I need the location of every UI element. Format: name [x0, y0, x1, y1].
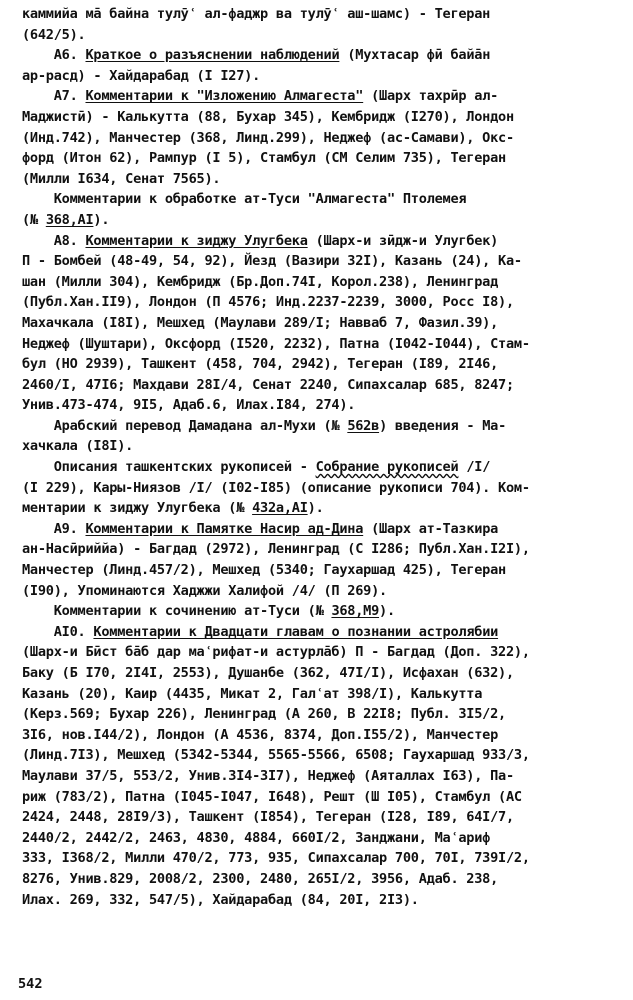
text-line: [22, 148, 619, 169]
text-line: [22, 128, 619, 149]
text-segment: форд (Итон 62), Рампур (I 5), Стамбул (СМ Селим 735), Тегеран: [22, 150, 506, 167]
underlined-title: Краткое о разъяснении наблюдений: [85, 47, 340, 64]
text-segment: ) введения - Ма-: [379, 417, 507, 434]
text-line: [22, 272, 619, 293]
underlined-title: 562в: [347, 417, 380, 434]
text-segment: 8276, Унив.829, 2008/2, 2300, 2480, 265I/2, 3956, Адаб. 238,: [22, 870, 499, 887]
text-line: [22, 725, 619, 746]
text-line: [22, 86, 619, 107]
text-segment: /I/: [458, 459, 491, 476]
text-line: [22, 210, 619, 231]
text-segment: (Керз.569; Бухар 226), Ленинград (А 260, В 22I8; Публ. 3I5/2,: [22, 706, 506, 723]
text-segment: (642/5).: [22, 26, 86, 43]
text-line: [22, 539, 619, 560]
text-line: [22, 354, 619, 375]
text-segment: (I 229), Кары-Ниязов /I/ (I02-I85) (описание рукописи 704). Ком-: [22, 479, 530, 496]
text-segment: 333, I368/2, Милли 470/2, 773, 935, Сипахсалар 700, 70I, 739I/2,: [22, 850, 530, 867]
text-segment: ).: [307, 500, 324, 517]
text-segment: Арабский перевод Дамадана ал-Мухи (№: [22, 417, 348, 434]
text-segment: шан (Милли 304), Кембридж (Бр.Доп.74I, Корол.238), Ленинград: [22, 273, 499, 290]
underlined-title: 432а,АI: [252, 500, 308, 517]
text-segment: 2440/2, 2442/2, 2463, 4830, 4884, 660I/2, Занджани, Маʿариф: [22, 829, 491, 846]
text-segment: (Шарх тахрӣр ал-: [363, 88, 499, 105]
text-line: [22, 766, 619, 787]
text-segment: Унив.473-474, 9I5, Адаб.6, Илах.I84, 274).: [22, 397, 356, 414]
document-body: [22, 4, 619, 910]
text-line: [22, 66, 619, 87]
text-segment: Баку (Б I70, 2I4I, 2553), Душанбе (362, 47I/I), Исфахан (632),: [22, 665, 514, 681]
text-segment: риж (783/2), Патна (I045-I047, I648), Решт (Ш I05), Стамбул (АС: [22, 788, 522, 805]
text-line: [22, 251, 619, 272]
text-line: [22, 45, 619, 66]
text-segment: А9.: [22, 520, 86, 537]
text-segment: 2424, 2448, 28I9/3), Ташкент (I854), Тегеран (I28, I89, 64I/7,: [22, 809, 514, 826]
text-line: [22, 395, 619, 416]
text-segment: Махачкала (I8I), Мешхед (Маулави 289/I; Навваб 7, Фазил.39),: [22, 314, 499, 331]
text-segment: ар-расд) - Хайдарабад (I I27).: [22, 67, 261, 84]
text-line: [22, 25, 619, 46]
text-segment: бул (НО 2939), Ташкент (458, 704, 2942), Тегеран (I89, 2I46,: [22, 356, 499, 373]
text-segment: Илах. 269, 332, 547/5), Хайдарабад (84, 20I, 2I3).: [22, 891, 419, 908]
text-line: [22, 334, 619, 355]
text-segment: 2460/I, 47I6; Махдави 28I/4, Сенат 2240, Сипахсалар 685, 8247;: [22, 376, 514, 393]
text-segment: хачкала (I8I).: [22, 438, 134, 455]
text-line: [22, 807, 619, 828]
text-line: [22, 848, 619, 869]
text-line: [22, 231, 619, 252]
text-line: [22, 189, 619, 210]
text-segment: (Шарх-и Бӣст ба̄б дар маʿрифат-и астурла̄б) П - Багдад (Доп. 322),: [22, 644, 530, 661]
text-line: [22, 416, 619, 437]
text-segment: (Публ.Хан.II9), Лондон (П 4576; Инд.2237-2239, 3000, Росс I8),: [22, 294, 514, 311]
text-segment: ан-Насӣриййа) - Багдад (2972), Ленинград (С I286; Публ.Хан.I2I),: [22, 541, 530, 558]
text-line: [22, 622, 619, 643]
text-line: [22, 478, 619, 499]
underlined-title: 368,АI: [45, 211, 94, 228]
text-segment: ).: [93, 211, 110, 228]
text-segment: Казань (20), Каир (4435, Микат 2, Галʿат 398/I), Калькутта: [22, 685, 483, 702]
text-line: [22, 642, 619, 663]
text-segment: Комментарии к обработке ат-Туси "Алмагеста" Птолемея: [22, 191, 467, 208]
text-line: [22, 704, 619, 725]
text-segment: ментарии к зиджу Улугбека (№: [22, 500, 253, 517]
text-line: [22, 292, 619, 313]
text-segment: Маулави 37/5, 553/2, Унив.3I4-3I7), Неджеф (Аяталлах I63), Па-: [22, 767, 514, 784]
text-line: [22, 890, 619, 911]
text-segment: (I90), Упоминаются Хаджжи Халифой /4/ (П 269).: [22, 582, 387, 599]
text-line: [22, 313, 619, 334]
underlined-title: Собрание рукописей: [315, 459, 459, 476]
page-number: 542: [18, 976, 43, 992]
text-line: [22, 457, 619, 478]
text-line: [22, 828, 619, 849]
text-line: [22, 169, 619, 190]
underlined-title: Комментарии к Памятке Насир ад-Дина: [85, 520, 364, 537]
text-segment: А6.: [22, 47, 86, 64]
underlined-title: Комментарии к Двадцати главам о познании астролябии: [93, 623, 499, 640]
text-line: [22, 787, 619, 808]
text-line: [22, 581, 619, 602]
text-segment: (Шарх ат-Тазкира: [363, 520, 499, 537]
text-line: [22, 601, 619, 622]
text-line: [22, 519, 619, 540]
text-line: [22, 745, 619, 766]
text-segment: Описания ташкентских рукописей -: [22, 459, 316, 476]
text-line: [22, 560, 619, 581]
text-segment: (Линд.7I3), Мешхед (5342-5344, 5565-5566, 6508; Гаухаршад 933/3,: [22, 747, 530, 764]
text-segment: Неджеф (Шуштари), Оксфорд (I520, 2232), Патна (I042-I044), Стам-: [22, 335, 530, 352]
underlined-title: 368,М9: [331, 603, 380, 620]
text-line: [22, 869, 619, 890]
text-line: [22, 107, 619, 128]
text-segment: (Шарх-и зӣдж-и Улугбек): [307, 232, 499, 249]
text-segment: Манчестер (Линд.457/2), Мешхед (5340; Гаухаршад 425), Тегеран: [22, 562, 506, 579]
text-line: [22, 663, 619, 684]
text-segment: А8.: [22, 232, 86, 249]
text-segment: (Инд.742), Манчестер (368, Линд.299), Неджеф (ас-Самави), Окс-: [22, 129, 514, 146]
text-line: [22, 498, 619, 519]
underlined-title: Комментарии к "Изложению Алмагеста": [85, 88, 364, 105]
underlined-title: Комментарии к зиджу Улугбека: [85, 232, 308, 249]
text-segment: Комментарии к сочинению ат-Туси (№: [22, 603, 332, 620]
text-segment: П - Бомбей (48-49, 54, 92), Йезд (Вазири 32I), Казань (24), Ка-: [22, 253, 522, 270]
text-segment: (№: [22, 211, 46, 228]
text-segment: АI0.: [22, 623, 94, 640]
text-segment: 3I6, нов.I44/2), Лондон (А 4536, 8374, Доп.I55/2), Манчестер: [22, 726, 499, 743]
text-segment: Маджистӣ) - Калькутта (88, Бухар 345), Кембридж (I270), Лондон: [22, 108, 514, 125]
text-line: [22, 436, 619, 457]
text-segment: (Мухтасар фӣ байа̄н: [339, 47, 491, 64]
text-line: [22, 684, 619, 705]
text-segment: каммийа ма̄ байна тулӯʿ ал-фаджр ва тулӯʿ аш-шамс) - Тегеран: [22, 6, 491, 22]
text-segment: (Милли I634, Сенат 7565).: [22, 170, 221, 187]
text-segment: А7.: [22, 88, 86, 105]
text-line: [22, 375, 619, 396]
text-segment: ).: [379, 603, 395, 620]
text-line: [22, 4, 619, 25]
